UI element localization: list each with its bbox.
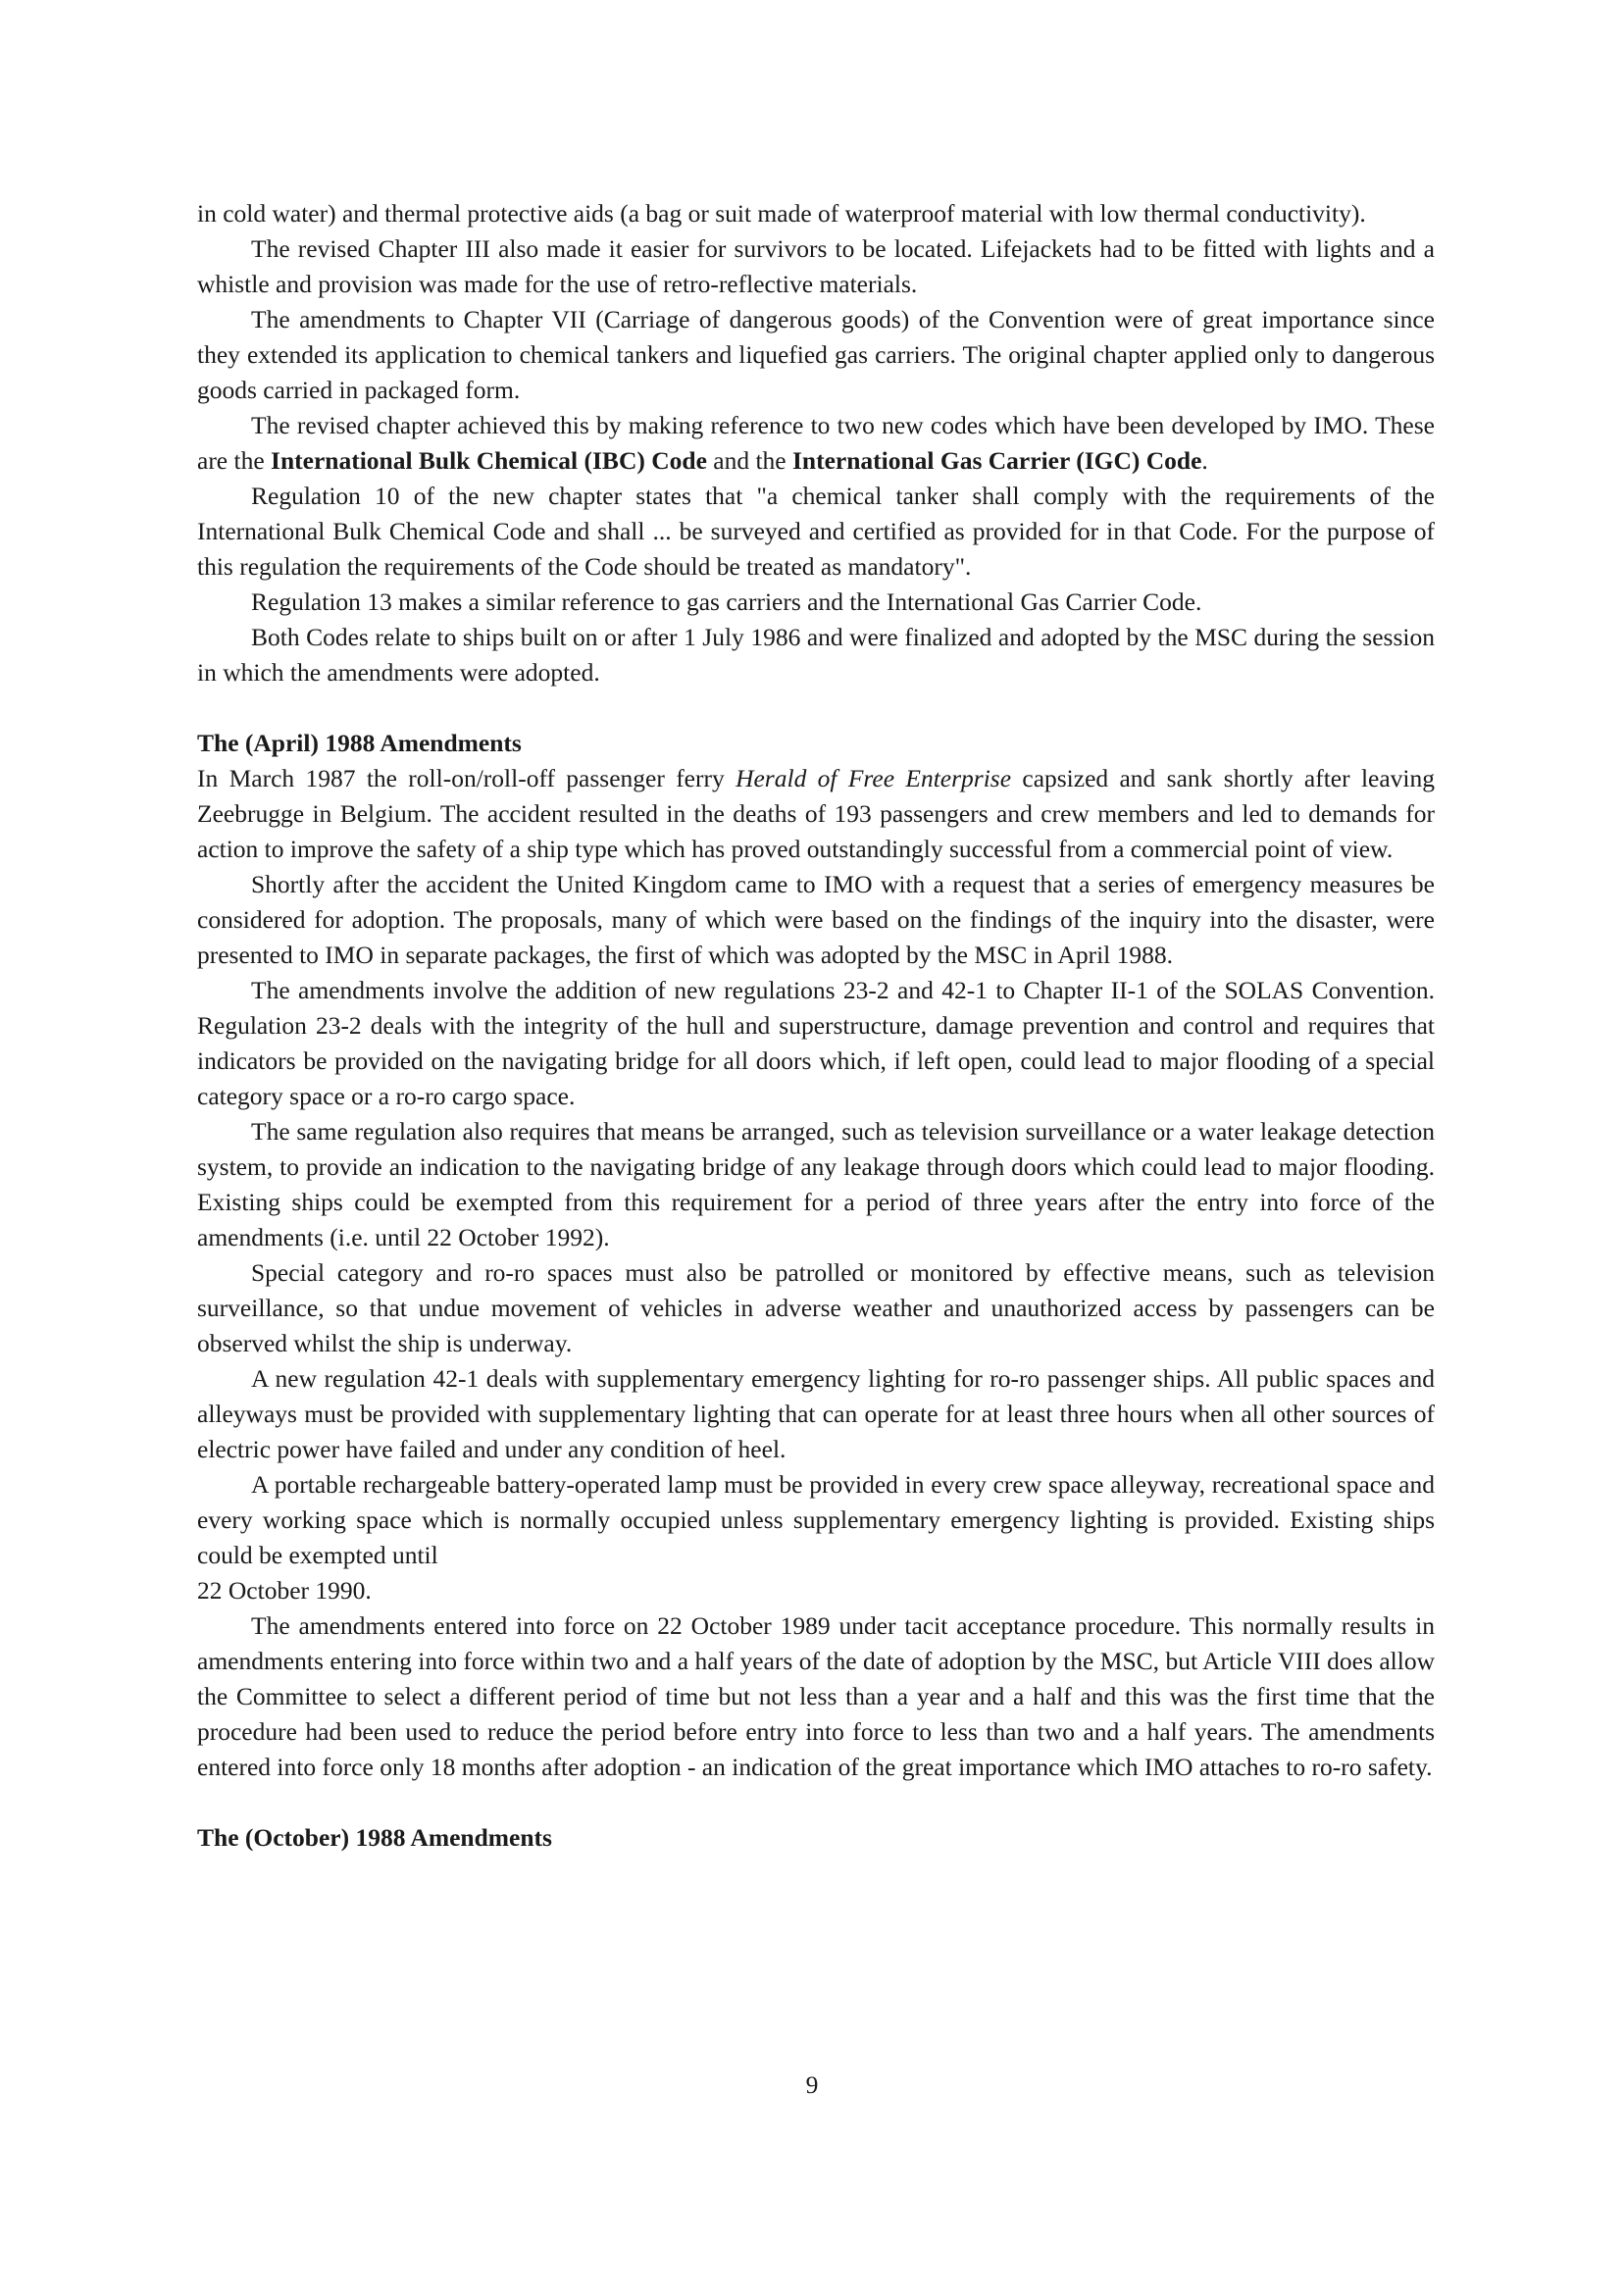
code-name-igc: International Gas Carrier (IGC) Code: [792, 446, 1202, 475]
paragraph: in cold water) and thermal protective aids (a bag or suit made of waterproof material with low thermal conductivity).: [197, 199, 1366, 228]
ship-name: Herald of Free Enterprise: [736, 764, 1012, 792]
section-spacer: [197, 690, 1435, 726]
codes-paragraph: [197, 408, 1435, 479]
code-name-ibc: International Bulk Chemical (IBC) Code: [271, 446, 707, 475]
paragraph: The same regulation also requires that means be arranged, such as television surveillance or a water leakage detection system, to provide an indication to the navigating bridge of any leakage through doors which could lead to major flooding. Existing ships could be exempted from this requirement for a period of three years after the entry into force of the amendments (i.e. until 22 October 1992).: [197, 1117, 1435, 1251]
paragraph: Regulation 13 makes a similar reference to gas carriers and the International Gas Carrier Code.: [251, 587, 1202, 616]
paragraph: The revised Chapter III also made it easier for survivors to be located. Lifejackets had to be fitted with lights and a whistle and provision was made for the use of retro-reflective materials.: [197, 234, 1435, 298]
section-intro-paragraph: [197, 761, 1435, 867]
text-run: .: [1201, 446, 1208, 475]
date-line: 22 October 1990.: [197, 1576, 372, 1605]
paragraph: The amendments involve the addition of new regulations 23-2 and 42-1 to Chapter II-1 of the SOLAS Convention. Regulation 23-2 deals with the integrity of the hull and superstructure, damage prevention and control and requires that indicators be provided on the navigating bridge for all doors which, if left open, could lead to major flooding of a special category space or a ro-ro cargo space.: [197, 976, 1435, 1110]
paragraph: A portable rechargeable battery-operated lamp must be provided in every crew space alleyway, recreational space and every working space which is normally occupied unless supplementary emergency lighting is provided. Existing ships could be exempted until: [197, 1470, 1435, 1569]
paragraph: Both Codes relate to ships built on or after 1 July 1986 and were finalized and adopted by the MSC during the session in which the amendments were adopted.: [197, 623, 1435, 687]
text-run: In March 1987 the roll-on/roll-off passenger ferry: [197, 764, 736, 792]
paragraph: The amendments entered into force on 22 October 1989 under tacit acceptance procedure. This normally results in amendments entering into force within two and a half years of the date of adoption by the MSC, but Article VIII does allow the Committee to select a different period of time but not less than a year and a half and this was the first time that the procedure had been used to reduce the period before entry into force to less than two and a half years. The amendments entered into force only 18 months after adoption - an indication of the great importance which IMO attaches to ro-ro safety.: [197, 1611, 1435, 1781]
section-heading-october-1988: The (October) 1988 Amendments: [197, 1823, 552, 1852]
paragraph: Regulation 10 of the new chapter states that "a chemical tanker shall comply with the requirements of the International Bulk Chemical Code and shall ... be surveyed and certified as provided for in that Code. For the purpose of this regulation the requirements of the Code should be treated as mandatory".: [197, 482, 1435, 581]
paragraph: Special category and ro-ro spaces must also be patrolled or monitored by effective means, such as television surveillance, so that undue movement of vehicles in adverse weather and unauthorized access by passengers can be observed whilst the ship is underway.: [197, 1258, 1435, 1357]
text-run: The revised chapter achieved this by making reference to two new codes which have been developed by IMO. These are the: [197, 411, 1435, 475]
document-page: [197, 196, 1435, 1856]
page-number: 9: [805, 2070, 819, 2099]
text-run: and the: [706, 446, 792, 475]
paragraph: The amendments to Chapter VII (Carriage of dangerous goods) of the Convention were of great importance since they extended its application to chemical tankers and liquefied gas carriers. The original chapter applied only to dangerous goods carried in packaged form.: [197, 305, 1435, 404]
section-heading-april-1988: The (April) 1988 Amendments: [197, 729, 522, 757]
paragraph: A new regulation 42-1 deals with supplementary emergency lighting for ro-ro passenger ships. All public spaces and alleyways must be provided with supplementary lighting that can operate for at least three hours when all other sources of electric power have failed and under any condition of heel.: [197, 1364, 1435, 1463]
text-run: capsized and sank shortly after leaving Zeebrugge in Belgium. The accident resulted in the deaths of 193 passengers and crew members and led to demands for action to improve the safety of a ship type which has proved outstandingly successful from a commercial point of view.: [197, 764, 1436, 863]
section-spacer: [197, 1785, 1435, 1820]
paragraph: Shortly after the accident the United Kingdom came to IMO with a request that a series of emergency measures be considered for adoption. The proposals, many of which were based on the findings of the inquiry into the disaster, were presented to IMO in separate packages, the first of which was adopted by the MSC in April 1988.: [197, 870, 1435, 969]
